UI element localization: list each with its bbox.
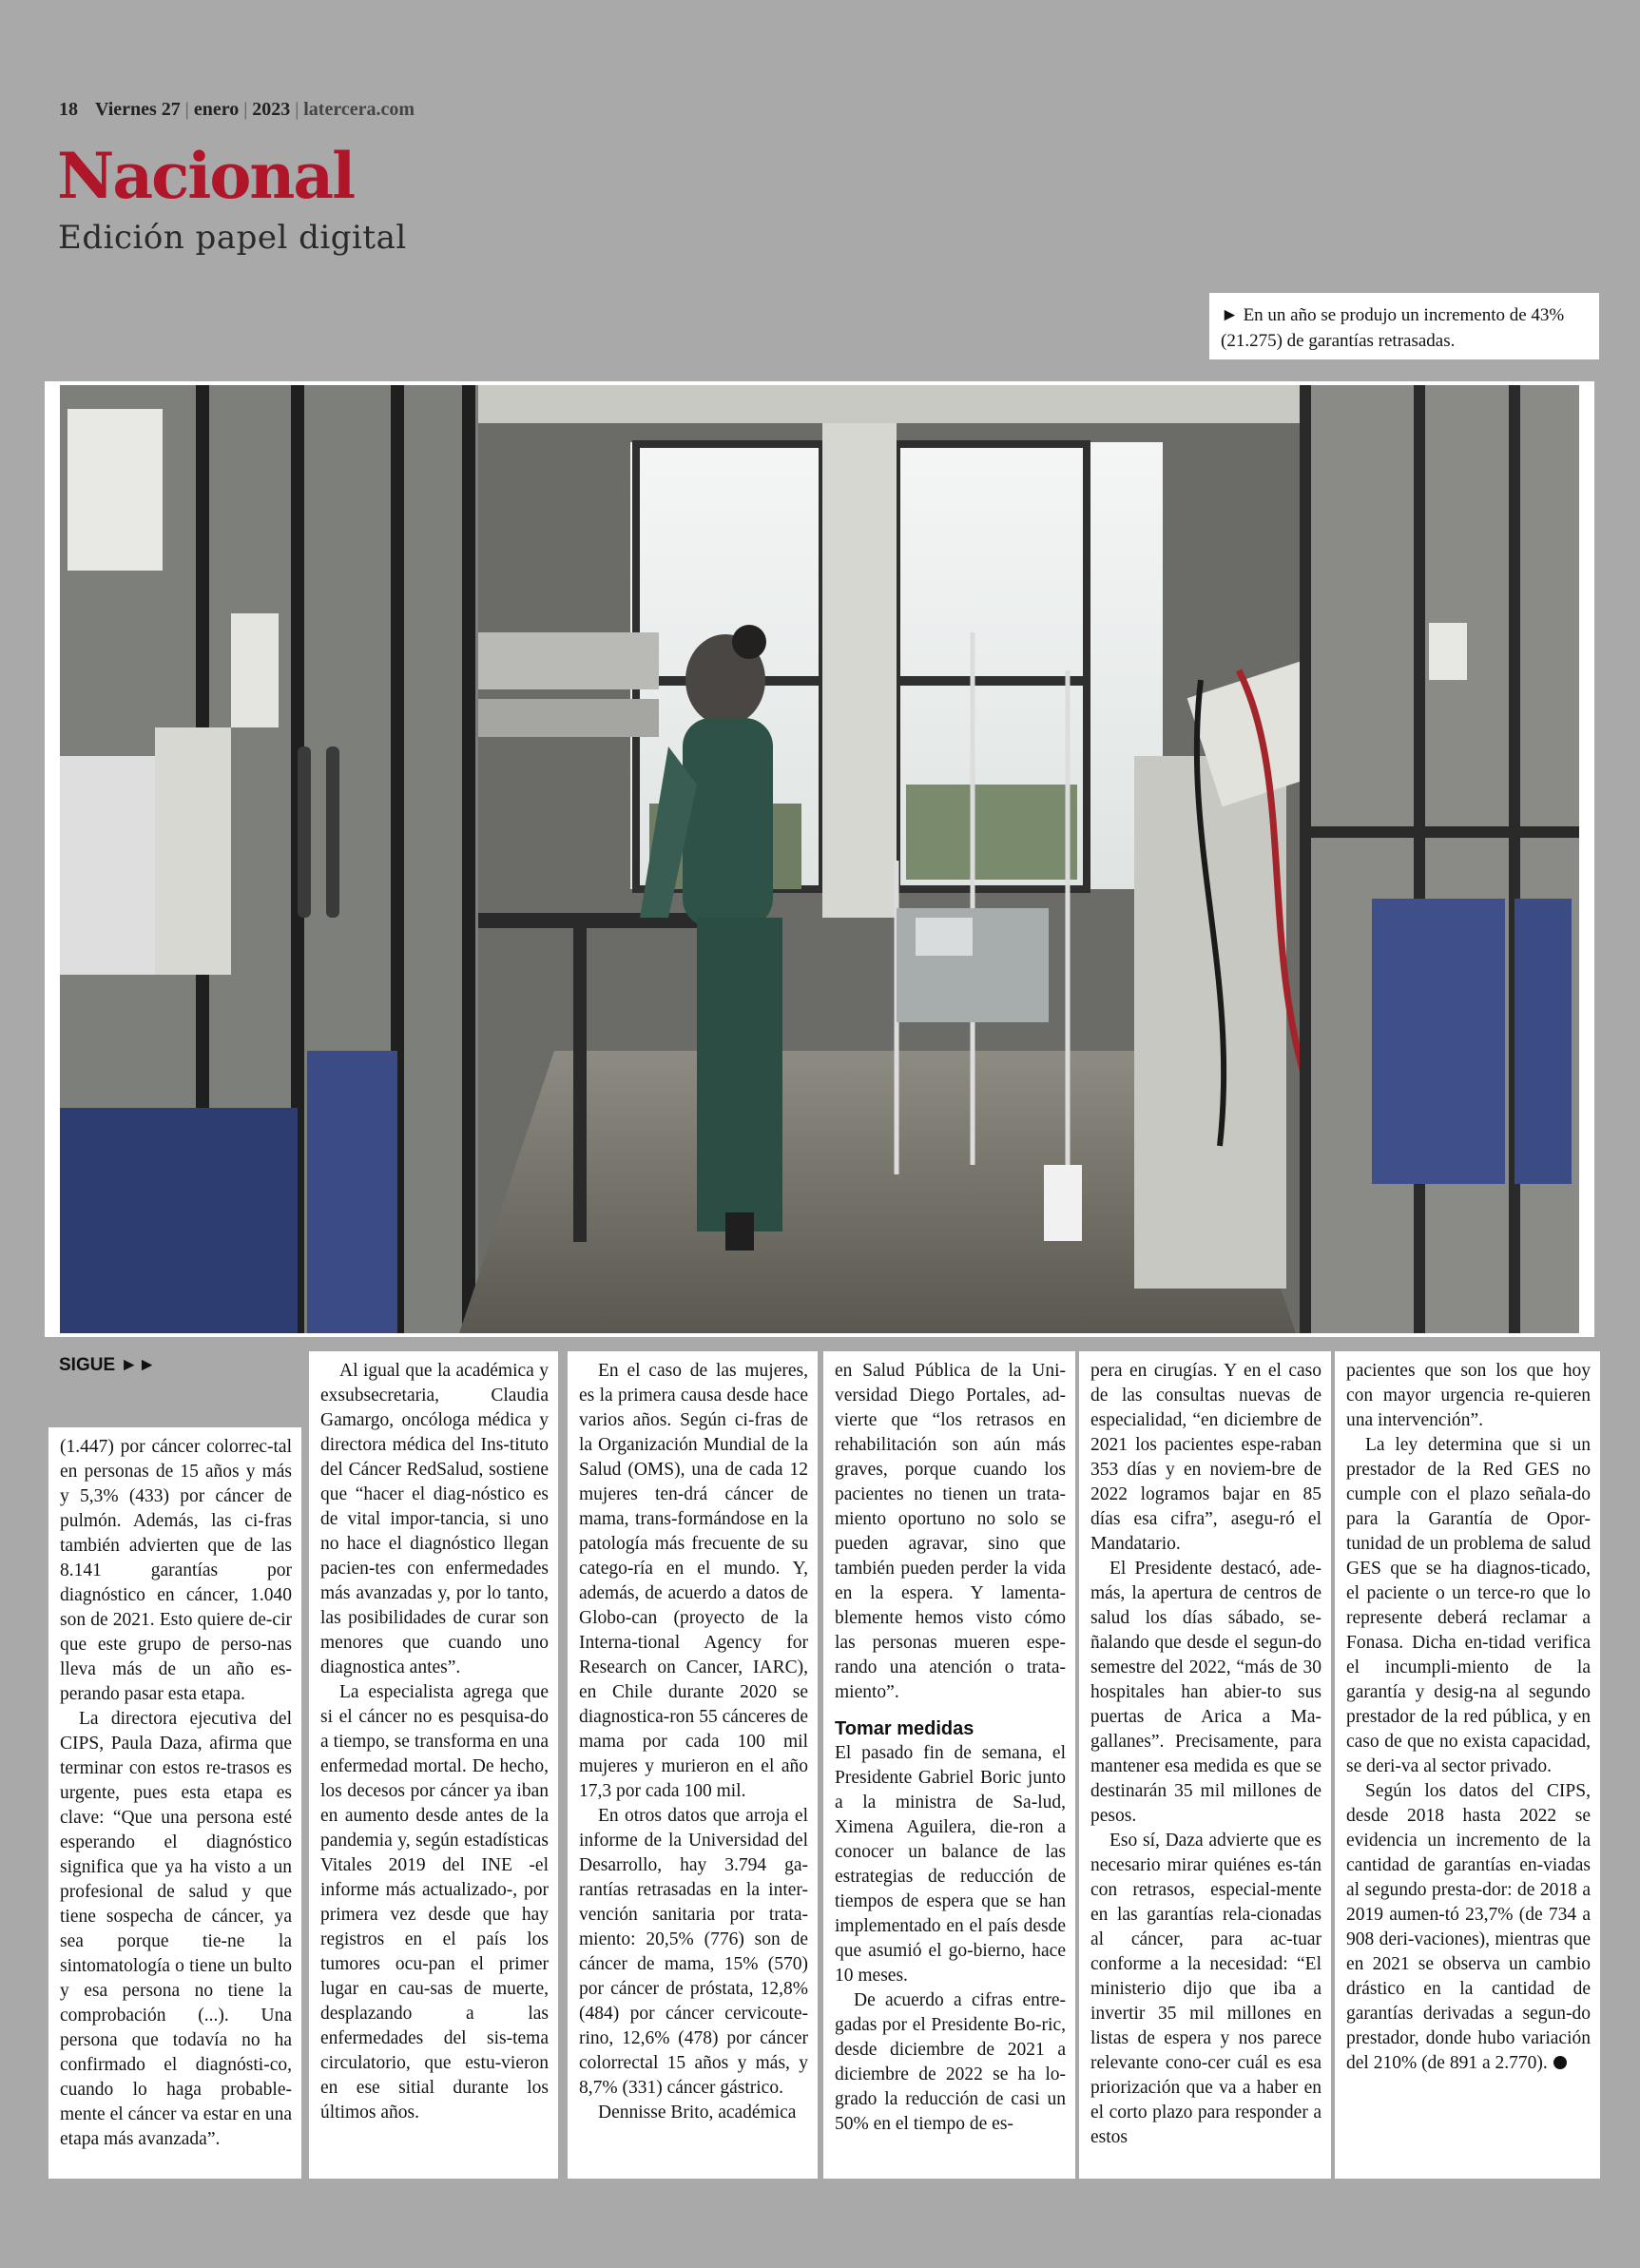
issue-day: Viernes 27 [95,99,181,120]
paragraph: La ley determina que si un prestador de la Red GES no cumple con el plazo señala-do para la Garantía de Opor-tunidad de un problema de salud GES que se ha diagnos-ticado, el paciente o un terce-ro que lo represente deberá reclamar a Fonasa. Dicha en-tidad verifica el incumpli-miento de la garantía y desig-na al segundo prestador de la red pública, y en caso de que no exista capacidad, se deri-va al sector privado. [1346,1435,1591,1776]
paragraph: Al igual que la académica y exsubsecretaria, Claudia Gamargo, oncóloga médica y directora médica del Ins-tituto del Cáncer RedSalud, sostiene que “hacer el diag-nóstico es de vital impor-tancia, si uno no hace el diagnóstico llegan pacien-tes con enfermedades más avanzadas y, por lo tanto, las posibilidades de curar son menores que cuando uno diagnostica antes”. [320,1361,549,1677]
paragraph: El Presidente destacó, ade-más, la apertura de centros de salud los días sábado, se-ñalando que desde el segun-do semestre del 2022, “más de 30 hospitales han abier-to sus puertas de Arica a Ma-gallanes”. Precisamente, para mantener esa medida es que se destinarán 35 mil millones de pesos. [1090,1559,1322,1826]
paragraph: De acuerdo a cifras entre-gadas por el Presidente Bo-ric, desde diciembre de 2021 a diciembre de 2022 se ha lo-grado la reducción de casi un 50% en el tiempo de es- [835,1990,1066,2134]
edition-subtitle: Edición papel digital [58,219,407,257]
paragraph: (1.447) por cáncer colorrec-tal en personas de 15 años y más y 5,3% (433) por cáncer de pulmón. Además, las ci-fras también advierten que de las 8.141 garantías por diagnóstico en cáncer, 1.040 son de 2021. Esto quiere de-cir que este grupo de perso-nas lleva más de un año es-perando pasar esta etapa. [60,1437,292,1704]
article-column-4 [823,1351,1075,2179]
issue-year: 2023 [252,99,291,120]
folio-line [59,99,415,121]
hospital-ward-photo [60,385,1579,1333]
site-link[interactable]: latercera.com [303,99,415,120]
main-photo [45,381,1594,1337]
triangle-marker-icon: ► [1221,305,1239,325]
article-column-2 [309,1351,558,2179]
article-column-3 [568,1351,818,2179]
continues-label: SIGUE ►► [59,1355,157,1375]
paragraph: El pasado fin de semana, el Presidente Gabriel Boric junto a la ministra de Sa-lud, Ximena Aguilera, die-ron a conocer un balance de las estrategias de reducción de tiempos de espera que se han implementado en el país desde que asumió el go-bierno, hace 10 meses. [835,1743,1066,1986]
pull-quote-callout [1209,293,1599,359]
paragraph: En el caso de las mujeres, es la primera causa desde hace varios años. Según ci-fras de la Organización Mundial de la Salud (OMS), una de cada 12 mujeres ten-drá cáncer de mama, trans-formándose en la patología más frecuente de su catego-ría en el mundo. Y, además, de acuerdo a datos de Globo-can (proyecto de la Interna-tional Agency for Research on Cancer, IARC), en Chile durante 2020 se diagnostica-ron 55 cánceres de mama por cada 100 mil mujeres y murieron en el año 17,3 por cada 100 mil. [579,1361,808,1801]
paragraph: en Salud Pública de la Uni-versidad Diego Portales, ad-vierte que “los retrasos en rehabilitación son aún más graves, porque cuando los pacientes no tienen un trata-miento oportuno no solo se pueden agravar, sino que también pueden perder la vida en la espera. Y lamenta-blemente hemos visto cómo las personas mueren espe-rando una atención o trata-miento”. [835,1361,1066,1702]
issue-month: enero [193,99,240,120]
paragraph: La especialista agrega que si el cáncer no es pesquisa-do a tiempo, se transforma en una enfermedad mortal. De hecho, los decesos por cáncer ya iban en aumento desde antes de la pandemia y, según estadísticas Vitales 2019 del INE -el informe más actualizado-, por primera vez desde que hay registros en el país los tumores ocu-pan el primer lugar en cau-sas de muerte, desplazando a las enfermedades del sis-tema circulatorio, que estu-vieron en ese sitial durante los últimos años. [320,1682,549,2123]
paragraph: La directora ejecutiva del CIPS, Paula Daza, afirma que terminar con estos re-trasos es urgente, pues esta etapa es clave: “Que una persona esté esperando el diagnóstico significa que ya ha visto a un profesional de salud y que tiene sospecha de cáncer, ya sea porque tie-ne la sintomatología o tiene un bulto y esa persona no tiene la comprobación (...). Una persona que todavía no ha confirmado el diagnósti-co, cuando lo haga probable-mente el cáncer va estar en una etapa más avanzada”. [60,1709,292,2149]
folio-separator: | [295,99,299,120]
paragraph-text: Según los datos del CIPS, desde 2018 hasta 2022 se evidencia un incremento de la cantidad de garantías en-viadas al segundo presta-dor: de 2018 a 2019 aumen-tó 23,7% (de 734 a 908 deri-vaciones), mientras que en 2021 se observa un cambio drástico en la cantidad de garantías derivadas a segun-do prestador, donde hubo variación del 210% (de 891 a 2.770). [1346,1781,1591,2073]
article-column-5 [1079,1351,1331,2179]
folio-separator: | [243,99,248,120]
callout-text: En un año se produjo un incremento de 43% (21.275) de garantías retrasadas. [1221,305,1565,351]
paragraph: Dennisse Brito, académica [598,2103,797,2123]
article-column-6 [1335,1351,1600,2179]
subheading: Tomar medidas [835,1718,974,1739]
folio-separator: | [184,99,189,120]
paragraph: pacientes que son los que hoy con mayor urgencia re-quieren una intervención”. [1346,1361,1591,1430]
paragraph: pera en cirugías. Y en el caso de las consultas nuevas de especialidad, “en diciembre de 2021 los pacientes espe-raban 353 días y en noviem-bre de 2022 logramos bajar en 85 días esa cifra”, asegu-ró el Mandatario. [1090,1361,1322,1554]
paragraph [1346,1779,1591,2076]
section-title: Nacional [57,139,355,213]
end-of-article-icon [1553,2056,1567,2069]
paragraph: En otros datos que arroja el informe de la Universidad del Desarrollo, hay 3.794 ga-rantías retrasadas en la inter-vención sanitaria por trata-miento: 20,5% (776) son de cáncer de mama, 15% (570) por cáncer de próstata, 12,8% (484) por cáncer cervicoute-rino, 12,6% (478) por cáncer colorrectal 15 años y más, y 8,7% (331) cáncer gástrico. [579,1806,808,2098]
article-column-1 [48,1427,301,2179]
page-number: 18 [59,99,78,120]
paragraph: Eso sí, Daza advierte que es necesario mirar quiénes es-tán con retrasos, especial-mente en las garantías rela-cionadas al cáncer, para ac-tuar conforme a la necesidad: “El ministerio dijo que iba a invertir 35 mil millones en listas de espera y nos parece relevante cono-cer cuál es esa priorización que va a haber en el corto plazo para responder a estos [1090,1831,1322,2147]
